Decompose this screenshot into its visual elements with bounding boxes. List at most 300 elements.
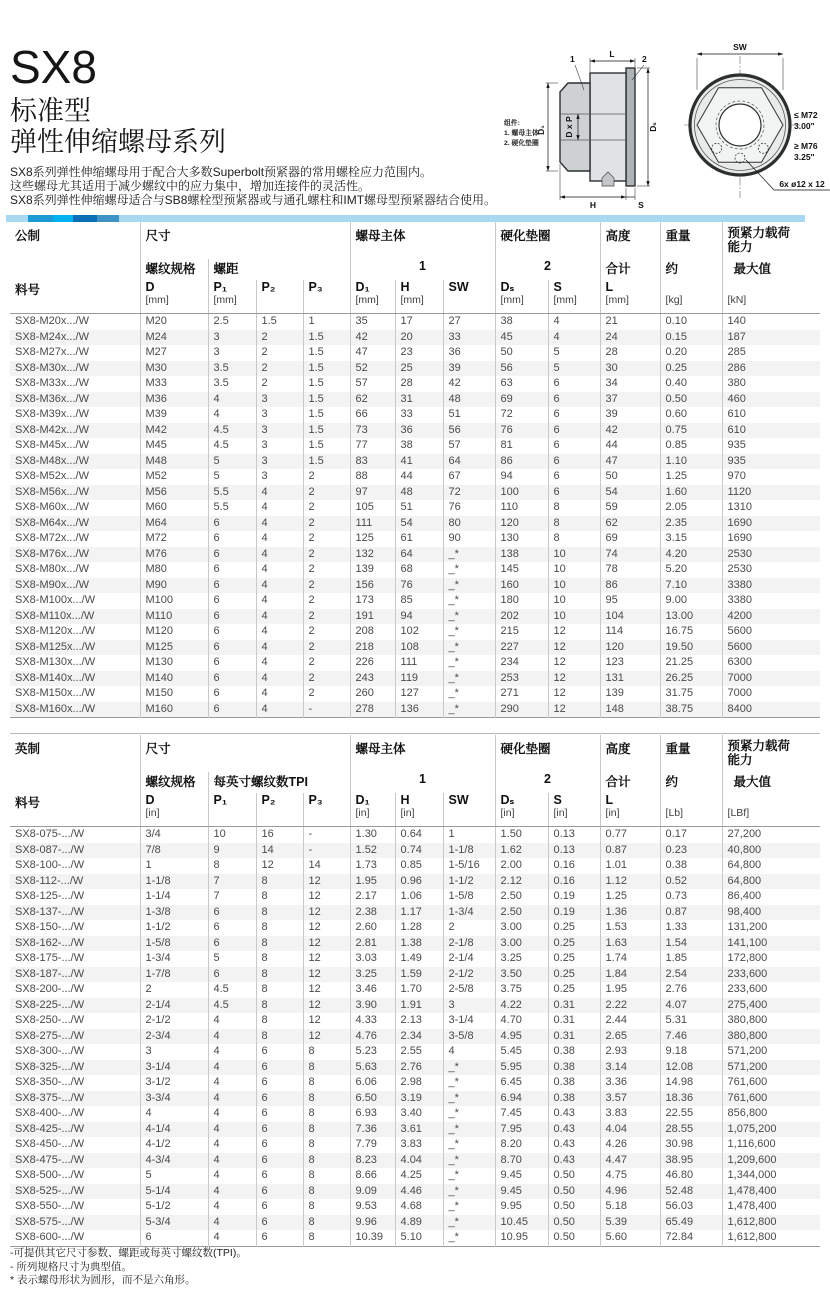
value-cell: 1-3/8 — [140, 905, 208, 921]
col-unit: [in] — [553, 807, 568, 819]
value-cell: 111 — [395, 655, 443, 671]
value-cell: 2 — [303, 640, 350, 656]
value-cell: 141,100 — [722, 936, 820, 952]
value-cell: 1.01 — [600, 858, 660, 874]
value-cell: 86 — [495, 454, 548, 470]
col-unit: [mm] — [400, 294, 424, 306]
washer-number-subheader: 2 — [495, 259, 600, 280]
table-row — [10, 345, 820, 361]
value-cell: 4.25 — [395, 1168, 443, 1184]
value-cell: 260 — [350, 686, 395, 702]
height-total-subheader: 合计 — [600, 259, 660, 280]
value-cell: 5 — [208, 951, 256, 967]
value-cell: 2.65 — [600, 1029, 660, 1045]
value-cell: 3.75 — [495, 982, 548, 998]
value-cell: 1.5 — [303, 361, 350, 377]
value-cell: 3 — [256, 423, 303, 439]
page-subtitle-series: 弹性伸缩螺母系列 — [10, 127, 226, 157]
table-row — [10, 889, 820, 905]
value-cell: _* — [443, 1184, 495, 1200]
value-cell: 5.10 — [395, 1230, 443, 1246]
brand-bar-segment — [53, 215, 73, 222]
col-unit: [mm] — [500, 294, 524, 306]
value-cell: M39 — [140, 407, 208, 423]
spacer-cell — [10, 259, 140, 280]
col-header-sw — [443, 280, 495, 314]
table-row — [10, 531, 820, 547]
value-cell: _* — [443, 655, 495, 671]
col-label: D₁ — [355, 793, 370, 807]
part-number-cell: SX8-162-.../W — [15, 936, 85, 949]
value-cell: 2 — [303, 593, 350, 609]
value-cell: _* — [443, 578, 495, 594]
value-cell: 27,200 — [722, 827, 820, 843]
value-cell: 180 — [495, 593, 548, 609]
part-number-cell: SX8-375-.../W — [15, 1091, 85, 1104]
nut-group-header: 螺母主体 — [350, 222, 495, 259]
value-cell: 131,200 — [722, 920, 820, 936]
value-cell: 4 — [208, 1091, 256, 1107]
value-cell: 64,800 — [722, 858, 820, 874]
value-cell: 8 — [303, 1106, 350, 1122]
value-cell: 4 — [256, 686, 303, 702]
value-cell: 33 — [395, 407, 443, 423]
part-number-cell: SX8-575-.../W — [15, 1215, 85, 1228]
value-cell: 5.31 — [660, 1013, 722, 1029]
col-label: D₁ — [355, 280, 370, 294]
value-cell: 8 — [303, 1199, 350, 1215]
value-cell: 9.45 — [495, 1184, 548, 1200]
col-header-lb — [660, 793, 722, 827]
value-cell: 2 — [303, 671, 350, 687]
thread-spec-subheader: 螺纹规格 — [140, 772, 208, 793]
value-cell: 4 — [208, 1215, 256, 1231]
table-row — [10, 640, 820, 656]
col-label: P₁ — [213, 280, 228, 294]
value-cell: 1.28 — [395, 920, 443, 936]
value-cell: 4 — [256, 578, 303, 594]
value-cell: 218 — [350, 640, 395, 656]
value-cell: 4.96 — [600, 1184, 660, 1200]
value-cell: 0.15 — [660, 330, 722, 346]
value-cell: 1.5 — [303, 376, 350, 392]
value-cell: 4 — [256, 547, 303, 563]
value-cell: 6 — [208, 547, 256, 563]
part-number-cell: SX8-M125x.../W — [15, 640, 96, 653]
value-cell: 761,600 — [722, 1075, 820, 1091]
value-cell: 1.06 — [395, 889, 443, 905]
value-cell: 8400 — [722, 702, 820, 718]
value-cell: 12 — [303, 967, 350, 983]
value-cell: 3.00 — [495, 920, 548, 936]
col-label: P₂ — [261, 793, 276, 807]
thread-spec-subheader: 螺纹规格 — [140, 259, 208, 280]
value-cell: 5.5 — [208, 485, 256, 501]
table-row — [10, 982, 820, 998]
value-cell: M90 — [140, 578, 208, 594]
value-cell: 1 — [140, 858, 208, 874]
value-cell: 278 — [350, 702, 395, 718]
brand-bar-segment — [119, 215, 805, 222]
value-cell: 4 — [208, 1075, 256, 1091]
value-cell: 3.5 — [208, 361, 256, 377]
table-row — [10, 547, 820, 563]
value-cell: 2.35 — [660, 516, 722, 532]
value-cell: 5.39 — [600, 1215, 660, 1231]
value-cell: 0.60 — [660, 407, 722, 423]
value-cell: 3 — [140, 1044, 208, 1060]
value-cell: 42 — [443, 376, 495, 392]
value-cell: 47 — [350, 345, 395, 361]
value-cell: M160 — [140, 702, 208, 718]
col-unit: [in] — [500, 807, 515, 819]
value-cell: 72.84 — [660, 1230, 722, 1246]
part-number-cell: SX8-300-.../W — [15, 1045, 85, 1057]
value-cell: M33 — [140, 376, 208, 392]
value-cell: 1690 — [722, 531, 820, 547]
value-cell: - — [303, 702, 350, 718]
dims-group-header: 尺寸 — [140, 222, 350, 259]
pitch-subheader: 螺距 — [208, 259, 350, 280]
value-cell: 6.94 — [495, 1091, 548, 1107]
col-label: SW — [448, 280, 469, 294]
col-label: SW — [448, 793, 469, 807]
part-number-header: 料号 — [10, 280, 140, 314]
tpi-subheader: 每英寸螺纹数TPI — [208, 772, 350, 793]
part-number-cell: SX8-087-.../W — [15, 843, 85, 856]
value-cell: 0.77 — [600, 827, 660, 843]
value-cell: 3 — [256, 438, 303, 454]
value-cell: 0.64 — [395, 827, 443, 843]
value-cell: 39 — [600, 407, 660, 423]
unit-system-header: 英制 — [15, 742, 41, 756]
value-cell: M140 — [140, 671, 208, 687]
part-number-cell: SX8-M76x.../W — [15, 547, 89, 560]
value-cell: 4 — [140, 1106, 208, 1122]
value-cell: 1.52 — [350, 843, 395, 859]
part-number-cell: SX8-M130x.../W — [15, 656, 96, 668]
value-cell: 139 — [350, 562, 395, 578]
value-cell: 6 — [548, 485, 600, 501]
value-cell: 0.25 — [660, 361, 722, 377]
footnote-line: -可提供其它尺寸参数、螺距或每英寸螺纹数(TPI)。 — [10, 1247, 247, 1259]
value-cell: 9.09 — [350, 1184, 395, 1200]
value-cell: 12 — [548, 671, 600, 687]
value-cell: 40,800 — [722, 843, 820, 859]
part-number-cell: SX8-250-.../W — [15, 1014, 85, 1026]
dims-group-header: 尺寸 — [140, 735, 350, 772]
value-cell: 68 — [395, 562, 443, 578]
value-cell: 215 — [495, 624, 548, 640]
value-cell: 2.05 — [660, 500, 722, 516]
value-cell: 12 — [303, 982, 350, 998]
value-cell: 6 — [208, 686, 256, 702]
value-cell: 9.95 — [495, 1199, 548, 1215]
value-cell: 5600 — [722, 640, 820, 656]
value-cell: 2.13 — [395, 1013, 443, 1029]
value-cell: 7.45 — [495, 1106, 548, 1122]
description-line: 这些螺母尤其适用于减少螺纹中的应力集中，增加连接件的灵活性。 — [10, 178, 371, 193]
value-cell: 1310 — [722, 500, 820, 516]
value-cell: 35 — [350, 314, 395, 330]
value-cell: 3.25 — [350, 967, 395, 983]
value-cell: M120 — [140, 624, 208, 640]
value-cell: _* — [443, 1060, 495, 1076]
col-header-d — [140, 793, 208, 827]
value-cell: 5.63 — [350, 1060, 395, 1076]
value-cell: 4 — [208, 1230, 256, 1246]
value-cell: 3 — [208, 330, 256, 346]
value-cell: 271 — [495, 686, 548, 702]
nut-number-subheader: 1 — [350, 259, 495, 280]
table-row — [10, 314, 820, 330]
footnote-line: * 表示螺母形状为圆形，而不是六角形。 — [10, 1274, 196, 1286]
value-cell: 38 — [495, 314, 548, 330]
value-cell: M150 — [140, 686, 208, 702]
value-cell: 10 — [548, 593, 600, 609]
value-cell: 0.19 — [548, 905, 600, 921]
table-row — [10, 1230, 820, 1246]
value-cell: 3 — [256, 469, 303, 485]
value-cell: 1.62 — [495, 843, 548, 859]
value-cell: 4.22 — [495, 998, 548, 1014]
col-header-p1 — [208, 793, 256, 827]
value-cell: 0.85 — [660, 438, 722, 454]
value-cell: 234 — [495, 655, 548, 671]
value-cell: 10.95 — [495, 1230, 548, 1246]
washer-group-header: 硬化垫圈 — [495, 735, 600, 772]
value-cell: 4 — [208, 392, 256, 408]
value-cell: 6 — [548, 423, 600, 439]
part-number-cell: SX8-M52x.../W — [15, 470, 89, 482]
value-cell: 3.36 — [600, 1075, 660, 1091]
value-cell: 0.19 — [548, 889, 600, 905]
value-cell: 140 — [722, 314, 820, 330]
value-cell: 0.13 — [548, 843, 600, 859]
col-label: D — [145, 793, 155, 807]
value-cell: 0.74 — [395, 843, 443, 859]
value-cell: 2 — [256, 376, 303, 392]
value-cell: 94 — [495, 469, 548, 485]
value-cell: 6300 — [722, 655, 820, 671]
value-cell: 7.46 — [660, 1029, 722, 1045]
value-cell: 2-1/2 — [140, 1013, 208, 1029]
col-header-l — [600, 793, 660, 827]
callout-2-label: 2 — [642, 54, 647, 64]
value-cell: 1.25 — [660, 469, 722, 485]
value-cell: 3.03 — [350, 951, 395, 967]
value-cell: 8 — [303, 1075, 350, 1091]
annotation-le-m72: ≤ M72 — [794, 110, 818, 120]
value-cell: 12 — [548, 624, 600, 640]
value-cell: 3.25 — [495, 951, 548, 967]
dim-sw-label: SW — [733, 42, 747, 52]
col-label — [728, 280, 821, 294]
value-cell: 8 — [256, 874, 303, 890]
value-cell: 69 — [495, 392, 548, 408]
value-cell: 4 — [256, 500, 303, 516]
part-number-cell: SX8-112-.../W — [15, 874, 84, 887]
value-cell: 6 — [208, 593, 256, 609]
col-label: P₃ — [308, 793, 323, 807]
value-cell: 380 — [722, 376, 820, 392]
col-label — [666, 793, 722, 807]
value-cell: 119 — [395, 671, 443, 687]
value-cell: 1,612,800 — [722, 1215, 820, 1231]
part-number-cell: SX8-M72x.../W — [15, 532, 89, 544]
value-cell: 52 — [350, 361, 395, 377]
value-cell: 28 — [395, 376, 443, 392]
dim-d1-label: D₁ — [536, 125, 546, 135]
value-cell: 2.00 — [495, 858, 548, 874]
part-number-header: 料号 — [10, 793, 140, 827]
part-number-cell: SX8-200-.../W — [15, 983, 85, 995]
value-cell: 4.33 — [350, 1013, 395, 1029]
value-cell: 6 — [208, 936, 256, 952]
value-cell: 0.52 — [660, 874, 722, 890]
part-number-cell: SX8-M150x.../W — [15, 687, 96, 699]
value-cell: 2 — [303, 516, 350, 532]
value-cell: 226 — [350, 655, 395, 671]
value-cell: 0.43 — [548, 1122, 600, 1138]
col-header-p2 — [256, 280, 303, 314]
component-1-label: 1. 螺母主体 — [504, 130, 539, 137]
value-cell: 5 — [548, 345, 600, 361]
col-unit: [in] — [400, 807, 415, 819]
value-cell: 14 — [303, 858, 350, 874]
value-cell: 48 — [395, 485, 443, 501]
value-cell: M125 — [140, 640, 208, 656]
value-cell: 5.23 — [350, 1044, 395, 1060]
value-cell: 4 — [208, 1168, 256, 1184]
col-header-ds — [495, 793, 548, 827]
value-cell: 80 — [443, 516, 495, 532]
value-cell: 8 — [256, 998, 303, 1014]
value-cell: 63 — [495, 376, 548, 392]
value-cell: 0.25 — [548, 967, 600, 983]
part-number-cell: SX8-M48x.../W — [15, 454, 89, 467]
value-cell: 6 — [208, 671, 256, 687]
value-cell: 2.5 — [208, 314, 256, 330]
value-cell: 28 — [600, 345, 660, 361]
col-label: P₃ — [308, 280, 323, 294]
value-cell: 1-1/8 — [140, 874, 208, 890]
value-cell: 2.12 — [495, 874, 548, 890]
value-cell: 6 — [256, 1230, 303, 1246]
value-cell: 0.13 — [548, 827, 600, 843]
value-cell: 8 — [256, 905, 303, 921]
table-row — [10, 1184, 820, 1200]
value-cell: 4 — [256, 624, 303, 640]
value-cell: 0.31 — [548, 1029, 600, 1045]
col-header-s — [548, 793, 600, 827]
value-cell: 1.60 — [660, 485, 722, 501]
part-number-cell: SX8-600-.../W — [15, 1231, 85, 1243]
value-cell: 4 — [256, 702, 303, 718]
value-cell: 12 — [303, 998, 350, 1014]
value-cell: 54 — [395, 516, 443, 532]
value-cell: 8 — [303, 1184, 350, 1200]
value-cell: 44 — [395, 469, 443, 485]
value-cell: 14 — [256, 843, 303, 859]
value-cell: 4.89 — [395, 1215, 443, 1231]
value-cell: 3.40 — [395, 1106, 443, 1122]
value-cell: 2 — [303, 624, 350, 640]
value-cell: 1.38 — [395, 936, 443, 952]
part-number-cell: SX8-450-.../W — [15, 1138, 85, 1150]
value-cell: 0.17 — [660, 827, 722, 843]
value-cell: 3.19 — [395, 1091, 443, 1107]
value-cell: 6 — [208, 624, 256, 640]
value-cell: 38.75 — [660, 702, 722, 718]
value-cell: 8.20 — [495, 1137, 548, 1153]
value-cell: 0.25 — [548, 920, 600, 936]
value-cell: 8 — [548, 516, 600, 532]
value-cell: 227 — [495, 640, 548, 656]
value-cell: 6 — [256, 1106, 303, 1122]
value-cell: 10 — [548, 547, 600, 563]
value-cell: 4 — [208, 1044, 256, 1060]
value-cell: 3.90 — [350, 998, 395, 1014]
value-cell: 3.57 — [600, 1091, 660, 1107]
value-cell: _* — [443, 686, 495, 702]
metric-table — [10, 222, 820, 718]
value-cell: 12 — [303, 920, 350, 936]
value-cell: 0.38 — [660, 858, 722, 874]
table-row — [10, 874, 820, 890]
value-cell: _* — [443, 702, 495, 718]
value-cell: 1.85 — [660, 951, 722, 967]
part-number-cell: SX8-M20x.../W — [15, 315, 89, 327]
value-cell: 970 — [722, 469, 820, 485]
imperial-table — [10, 735, 820, 1247]
value-cell: 59 — [600, 500, 660, 516]
table-row — [10, 562, 820, 578]
value-cell: 18.36 — [660, 1091, 722, 1107]
value-cell: 90 — [443, 531, 495, 547]
value-cell: 4.20 — [660, 547, 722, 563]
page-title: SX8 — [10, 41, 97, 93]
col-header-lbf — [722, 793, 820, 827]
col-label: Dₛ — [500, 793, 515, 807]
brand-bar-segment — [97, 215, 119, 222]
value-cell: 6 — [208, 609, 256, 625]
value-cell: _* — [443, 1122, 495, 1138]
value-cell: 4 — [208, 1106, 256, 1122]
value-cell: 1.74 — [600, 951, 660, 967]
value-cell: 9.18 — [660, 1044, 722, 1060]
value-cell: 42 — [350, 330, 395, 346]
value-cell: 114 — [600, 624, 660, 640]
value-cell: 111 — [350, 516, 395, 532]
value-cell: 1.84 — [600, 967, 660, 983]
value-cell: 97 — [350, 485, 395, 501]
col-unit: [mm] — [553, 294, 577, 306]
col-label: Dₛ — [500, 280, 515, 294]
value-cell: 2-1/4 — [140, 998, 208, 1014]
unit-system-header: 公制 — [15, 229, 41, 243]
value-cell: M76 — [140, 547, 208, 563]
table-row — [10, 593, 820, 609]
value-cell: 10 — [548, 609, 600, 625]
height-total-subheader: 合计 — [600, 772, 660, 793]
description-block — [10, 166, 496, 207]
annotation-le-size: 3.00" — [794, 121, 815, 131]
value-cell: 0.31 — [548, 998, 600, 1014]
col-label: S — [553, 793, 562, 807]
value-cell: 1.54 — [660, 936, 722, 952]
value-cell: 1-5/8 — [140, 936, 208, 952]
